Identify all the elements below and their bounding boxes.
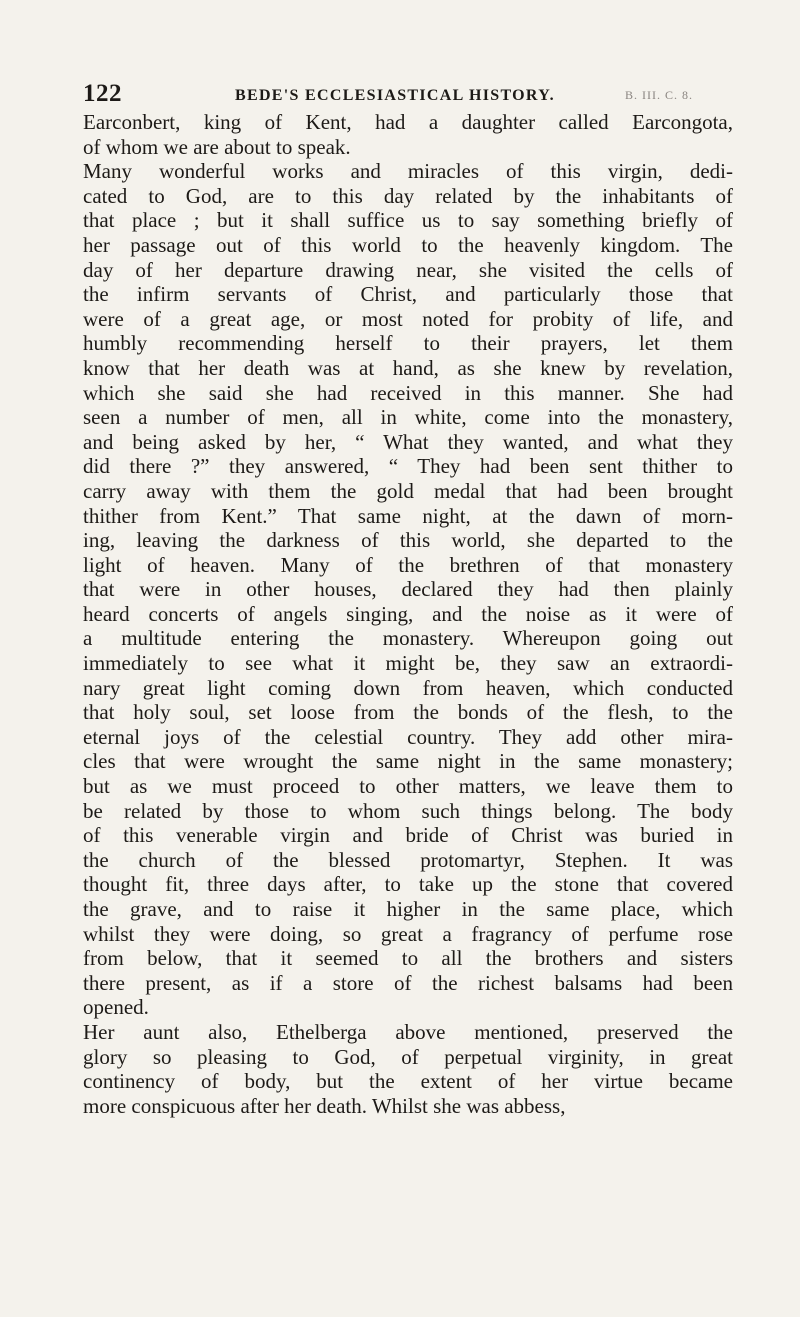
text-line: from below, that it seemed to all the brothers and sisters (83, 946, 733, 971)
text-line: that were in other houses, declared they had then plainly (83, 577, 733, 602)
text-line: the grave, and to raise it higher in the same place, which (83, 897, 733, 921)
text-line: continency of body, but the extent of her virtue became (83, 1069, 733, 1094)
text-line: were of a great age, or most noted for probity of life, and (83, 306, 733, 331)
text-line: that place ; but it shall suffice us to say something briefly of (83, 208, 733, 233)
text-line: which she said she had received in this manner. She had (83, 380, 733, 405)
signature-mark: B. III. C. 8. (625, 88, 693, 102)
page-header (83, 80, 733, 110)
text-line: seen a number of men, all in white, come into the monastery, (83, 405, 733, 430)
text-line: more conspicuous after her death. Whilst she was abbess, (83, 1093, 566, 1118)
text-line: nary great light coming down from heaven, which conducted (83, 675, 733, 700)
text-line: carry away with them the gold medal that had been brought (83, 478, 733, 503)
text-line: there present, as if a store of the richest balsams had been (83, 970, 733, 995)
text-line: and being asked by her, “ What they wanted, and what they (83, 429, 733, 454)
text-line: of whom we are about to speak. (83, 134, 351, 159)
text-line: a multitude entering the monastery. Whereupon going out (83, 626, 733, 651)
page-number: 122 (83, 80, 122, 107)
text-line: Earconbert, king of Kent, had a daughter called Earcongota, (83, 110, 733, 134)
running-head: BEDE'S ECCLESIASTICAL HISTORY. (235, 87, 555, 104)
text-line: ing, leaving the darkness of this world, she departed to the (83, 528, 733, 553)
text-line: heard concerts of angels singing, and the noise as it were of (83, 601, 733, 626)
text-line: Many wonderful works and miracles of this virgin, dedi- (83, 159, 733, 184)
text-line: that holy soul, set loose from the bonds of the flesh, to the (83, 700, 733, 725)
text-line: light of heaven. Many of the brethren of that monastery (83, 552, 733, 577)
text-line: Her aunt also, Ethelberga above mentioned, preserved the (83, 1019, 733, 1044)
text-line: immediately to see what it might be, they saw an extraordi- (83, 651, 733, 676)
text-line: humbly recommending herself to their prayers, let them (83, 331, 733, 356)
text-line: be related by those to whom such things belong. The body (83, 798, 733, 823)
text-line: know that her death was at hand, as she knew by revelation, (83, 355, 733, 380)
text-line: the church of the blessed protomartyr, Stephen. It was (83, 847, 733, 872)
text-line: whilst they were doing, so great a fragrancy of perfume rose (83, 921, 733, 946)
body-text (83, 110, 733, 1118)
text-line: eternal joys of the celestial country. They add other mira- (83, 724, 733, 749)
text-line: the infirm servants of Christ, and particularly those that (83, 282, 733, 307)
text-line: cated to God, are to this day related by the inhabitants of (83, 183, 733, 208)
text-line: but as we must proceed to other matters, we leave them to (83, 774, 733, 799)
text-line: of this venerable virgin and bride of Christ was buried in (83, 823, 733, 848)
text-line: day of her departure drawing near, she visited the cells of (83, 257, 733, 282)
text-line: her passage out of this world to the heavenly kingdom. The (83, 232, 733, 257)
text-line: glory so pleasing to God, of perpetual virginity, in great (83, 1044, 733, 1069)
text-line: thither from Kent.” That same night, at the dawn of morn- (83, 503, 733, 528)
text-line: thought fit, three days after, to take up the stone that covered (83, 872, 733, 897)
text-line: did there ?” they answered, “ They had been sent thither to (83, 454, 733, 479)
text-line: cles that were wrought the same night in the same monastery; (83, 749, 733, 774)
text-line: opened. (83, 995, 149, 1020)
